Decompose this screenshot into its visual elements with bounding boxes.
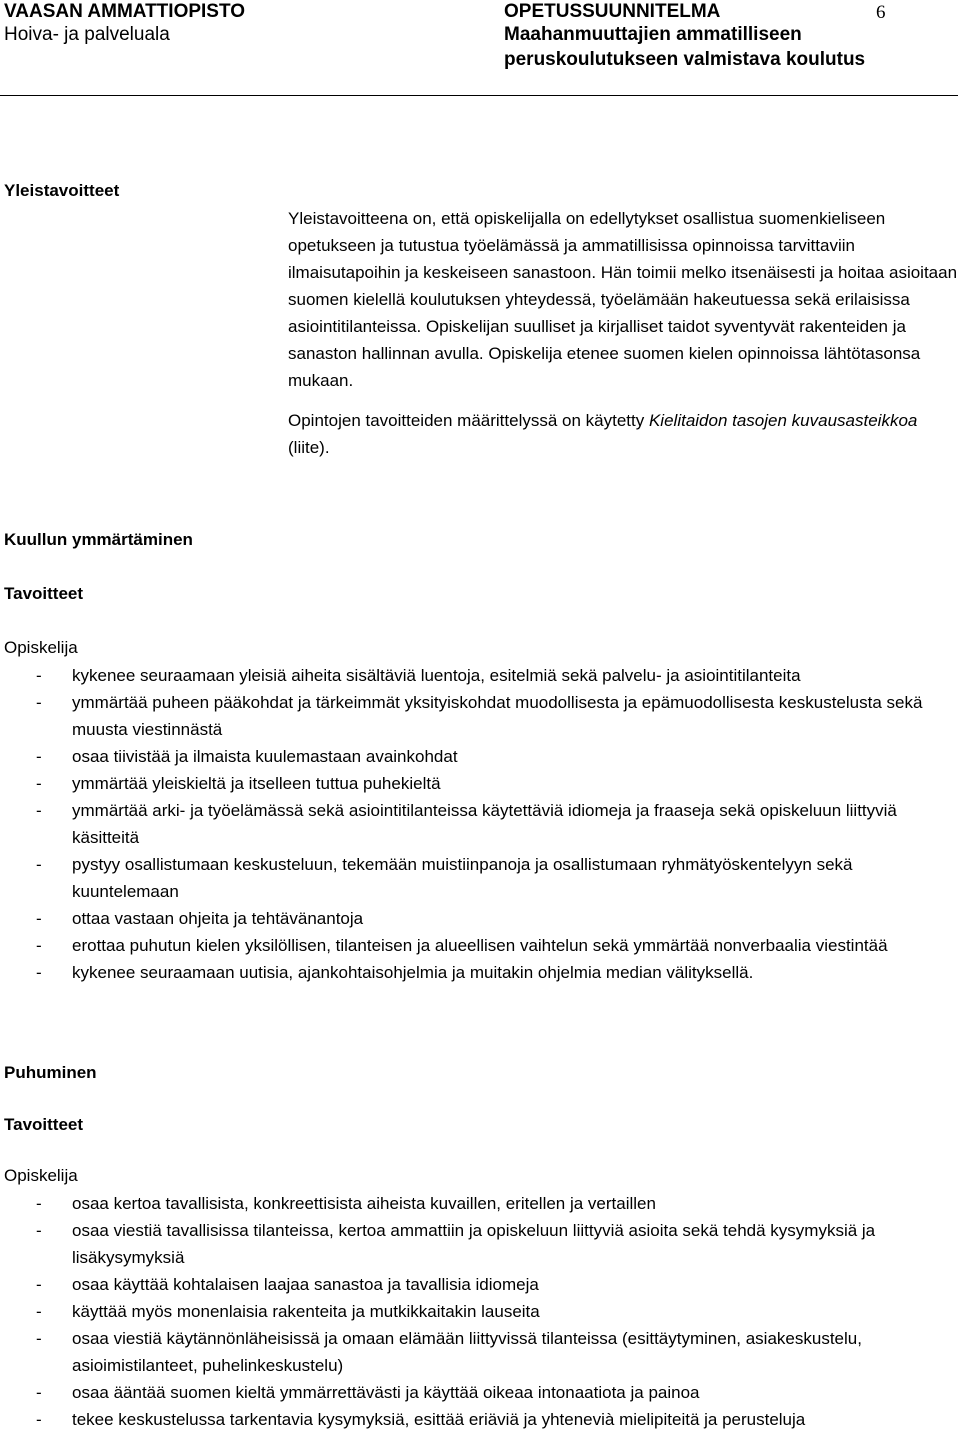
- list-item: [0, 689, 930, 743]
- list-item: [0, 743, 930, 770]
- list-item: [0, 1271, 930, 1298]
- list-item-text: kykenee seuraamaan uutisia, ajankohtaisohjelmia ja muitakin ohjelmia median välityksellä.: [72, 963, 754, 982]
- list-item: [0, 1325, 930, 1379]
- intro-paragraph-2-italic: Kielitaidon tasojen kuvausasteikkoa: [648, 411, 918, 430]
- intro-paragraph-2: [288, 407, 958, 461]
- dash-bullet: -: [36, 693, 42, 712]
- list-item-text: pystyy osallistumaan keskusteluun, tekemään muistiinpanoja ja osallistumaan ryhmätyöskentelyyn sekä kuuntelemaan: [72, 855, 853, 901]
- list-item-text: erottaa puhutun kielen yksilöllisen, tilanteisen ja alueellisen vaihtelun sekä ymmärtää nonverbaalia viestintää: [72, 936, 888, 955]
- dash-bullet: -: [36, 1302, 42, 1321]
- list-item: [0, 662, 930, 689]
- dash-bullet: -: [36, 1410, 42, 1429]
- dash-bullet: -: [36, 963, 42, 982]
- dash-bullet: -: [36, 1221, 42, 1240]
- dash-bullet: -: [36, 1329, 42, 1348]
- intro-paragraph-1: Yleistavoitteena on, että opiskelijalla on edellytykset osallistua suomenkieliseen opetukseen ja tutustua työelämässä ja ammatillisissa opinnoissa tarvittaviin ilmaisutapoihin ja keskeiseen sanastoon. Hän toimii melko itsenäisesti ja hoitaa asioitaan suomen kielellä koulutuksen yhteydessä, työelämään hakeutuessa sekä erilaisissa asiointitilanteissa. Opiskelijan suulliset ja kirjalliset taidot syventyvät rakenteiden ja sanaston hallinnan avulla. Opiskelija etenee suomen kielen opinnoissa lähtötasonsa mukaan.: [288, 209, 958, 390]
- dash-bullet: -: [36, 801, 42, 820]
- header-program-line2: peruskoulutukseen valmistava koulutus: [504, 49, 866, 70]
- header-program-line1: Maahanmuuttajien ammatilliseen: [504, 24, 802, 45]
- subheading-tavoitteet-kuullun: Tavoitteet: [4, 584, 84, 603]
- list-item: [0, 959, 930, 986]
- list-item-text: käyttää myös monenlaisia rakenteita ja mutkikkaitakin lauseita: [72, 1302, 540, 1321]
- dash-bullet: -: [36, 666, 42, 685]
- list-item: [0, 1190, 930, 1217]
- list-item: [0, 797, 930, 851]
- header-unit: Hoiva- ja palveluala: [4, 24, 170, 45]
- list-item-text: tekee keskustelussa tarkentavia kysymyksiä, esittää eriäviä ja yhtenevià mielipiteitä ja perusteluja: [72, 1410, 806, 1429]
- dash-bullet: -: [36, 1383, 42, 1402]
- heading-yleistavoitteet: Yleistavoitteet: [4, 181, 120, 200]
- list-item: [0, 851, 930, 905]
- dash-bullet: -: [36, 747, 42, 766]
- list-item-text: ymmärtää yleiskieltä ja itselleen tuttua puhekieltä: [72, 774, 441, 793]
- heading-kuullun-ymmartaminen: Kuullun ymmärtäminen: [4, 530, 193, 549]
- lead-opiskelija-kuullun: Opiskelija: [4, 638, 78, 657]
- subheading-tavoitteet-puhuminen: Tavoitteet: [4, 1115, 84, 1134]
- list-item-text: ymmärtää arki- ja työelämässä sekä asiointitilanteissa käytettäviä idiomeja ja fraaseja sekä opiskeluun liittyviä käsitteitä: [72, 801, 897, 847]
- list-item: [0, 1217, 930, 1271]
- intro-text-block: [288, 205, 958, 461]
- list-item: [0, 932, 930, 959]
- list-item: [0, 905, 930, 932]
- intro-paragraph-2-end: (liite).: [288, 438, 330, 457]
- dash-bullet: -: [36, 909, 42, 928]
- list-item: [0, 770, 930, 797]
- dash-bullet: -: [36, 1194, 42, 1213]
- heading-puhuminen: Puhuminen: [4, 1063, 97, 1082]
- list-item-text: osaa käyttää kohtalaisen laajaa sanastoa ja tavallisia idiomeja: [72, 1275, 539, 1294]
- list-item-text: osaa kertoa tavallisista, konkreettisista aiheista kuvaillen, eritellen ja vertaillen: [72, 1194, 656, 1213]
- list-item-text: ymmärtää puheen pääkohdat ja tärkeimmät yksityiskohdat muodollisesta ja epämuodollisesta keskustelusta sekä muusta viestinnästä: [72, 693, 923, 739]
- header-rule: [0, 95, 958, 96]
- kuullun-goal-list: [0, 662, 930, 986]
- page-number: 6: [876, 2, 886, 23]
- dash-bullet: -: [36, 1275, 42, 1294]
- lead-opiskelija-puhuminen: Opiskelija: [4, 1166, 78, 1185]
- dash-bullet: -: [36, 936, 42, 955]
- list-item-text: ottaa vastaan ohjeita ja tehtävänantoja: [72, 909, 364, 928]
- list-item-text: osaa viestiä käytännönläheisissä ja omaan elämään liittyvissä tilanteissa (esittäytyminen, asiakeskustelu, asioimistilanteet, puhelinkeskustelu): [72, 1329, 862, 1375]
- dash-bullet: -: [36, 774, 42, 793]
- list-item-text: osaa tiivistää ja ilmaista kuulemastaan avainkohdat: [72, 747, 458, 766]
- puhuminen-goal-list: [0, 1190, 930, 1433]
- list-item-text: osaa viestiä tavallisissa tilanteissa, kertoa ammattiin ja opiskeluun liittyviä asioita sekä tehdä kysymyksiä ja lisäkysymyksiä: [72, 1221, 876, 1267]
- list-item-text: osaa ääntää suomen kieltä ymmärrettävästi ja käyttää oikeaa intonaatiota ja painoa: [72, 1383, 700, 1402]
- header-org: VAASAN AMMATTIOPISTO: [4, 1, 246, 22]
- list-item-text: kykenee seuraamaan yleisiä aiheita sisältäviä luentoja, esitelmiä sekä palvelu- ja asiointitilanteita: [72, 666, 801, 685]
- dash-bullet: -: [36, 855, 42, 874]
- list-item: [0, 1298, 930, 1325]
- intro-paragraph-2-start: Opintojen tavoitteiden määrittelyssä on käytetty: [288, 411, 649, 430]
- header-doc-type: OPETUSSUUNNITELMA: [504, 1, 721, 22]
- list-item: [0, 1379, 930, 1406]
